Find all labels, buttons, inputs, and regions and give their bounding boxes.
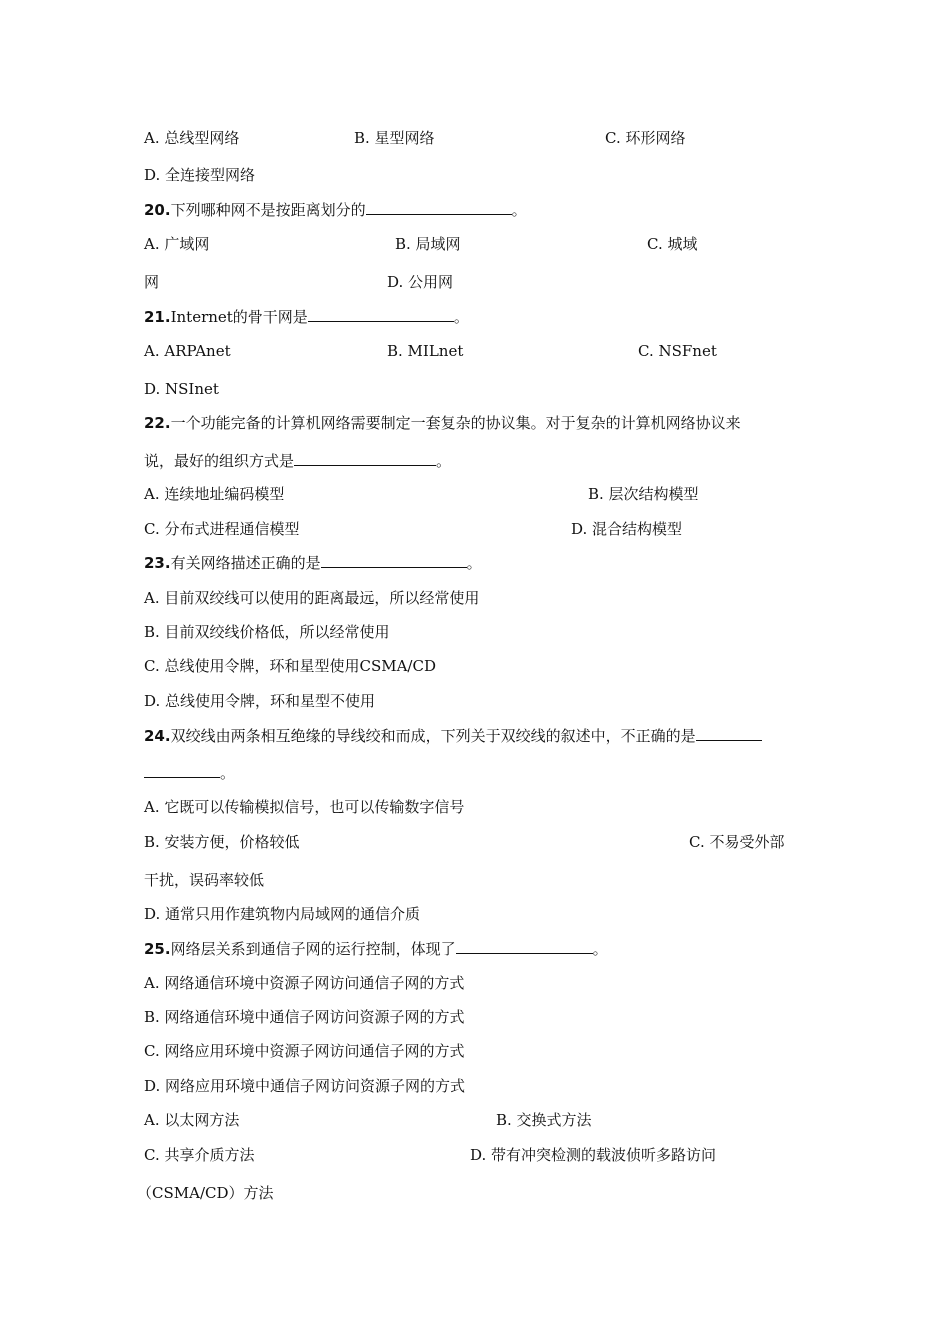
question-text: 网络层关系到通信子网的运行控制，体现了	[170, 940, 456, 958]
q25-stem	[144, 939, 608, 959]
q21-stem	[144, 307, 469, 327]
q19-option-b: B. 星型网络	[354, 129, 435, 147]
question-text: 说，最好的组织方式是	[144, 452, 295, 470]
q26-option-b: B. 交换式方法	[496, 1111, 592, 1129]
q23-option-a: A. 目前双绞线可以使用的距离最远，所以经常使用	[144, 589, 480, 607]
q21-option-d: D. NSInet	[144, 380, 219, 398]
answer-blank	[456, 939, 593, 954]
question-text: Internet的骨干网是	[170, 308, 308, 326]
question-end: 。	[220, 764, 236, 782]
q21-option-a: A. ARPAnet	[144, 342, 231, 360]
question-end: 。	[453, 308, 469, 326]
answer-blank	[294, 451, 436, 466]
question-text: 下列哪种网不是按距离划分的	[170, 201, 366, 219]
q19-option-d: D. 全连接型网络	[144, 166, 256, 184]
question-end: 。	[436, 452, 452, 470]
question-number: 21.	[144, 308, 171, 326]
question-number: 23.	[144, 554, 171, 572]
q20-option-b: B. 局域网	[395, 235, 461, 253]
q23-option-d: D. 总线使用令牌，环和星型不使用	[144, 692, 376, 710]
question-number: 25.	[144, 940, 171, 958]
answer-blank	[366, 200, 512, 215]
q24-option-c: C. 不易受外部	[689, 833, 785, 851]
answer-blank	[696, 726, 762, 741]
q25-option-c: C. 网络应用环境中资源子网访问通信子网的方式	[144, 1042, 465, 1060]
question-end: 。	[466, 554, 482, 572]
q22-option-d: D. 混合结构模型	[571, 520, 683, 538]
q20-stem	[144, 200, 527, 220]
q19-option-a: A. 总线型网络	[144, 129, 240, 147]
q25-option-d: D. 网络应用环境中通信子网访问资源子网的方式	[144, 1077, 466, 1095]
question-end: 。	[511, 201, 527, 219]
q20-option-d: D. 公用网	[387, 273, 454, 291]
q26-option-d-cont: （CSMA/CD）方法	[137, 1184, 274, 1202]
question-number: 24.	[144, 727, 171, 745]
question-text: 双绞线由两条相互绝缘的导线绞和而成，下列关于双绞线的叙述中，不正确的是	[170, 727, 696, 745]
q23-option-c: C. 总线使用令牌，环和星型使用CSMA/CD	[144, 657, 436, 675]
q26-option-a: A. 以太网方法	[144, 1111, 240, 1129]
q24-option-d: D. 通常只用作建筑物内局域网的通信介质	[144, 905, 421, 923]
q24-option-c-cont: 干扰，误码率较低	[144, 871, 265, 889]
q22-option-a: A. 连续地址编码模型	[144, 485, 285, 503]
q20-option-c: C. 城域	[647, 235, 698, 253]
q24-stem	[144, 726, 762, 746]
q26-option-c: C. 共享介质方法	[144, 1146, 255, 1164]
question-number: 22.	[144, 414, 171, 432]
q26-option-d: D. 带有冲突检测的载波侦听多路访问	[470, 1146, 717, 1164]
q21-option-b: B. MILnet	[387, 342, 464, 360]
q22-stem-line-2	[144, 451, 451, 471]
q21-option-c: C. NSFnet	[638, 342, 717, 360]
q25-option-a: A. 网络通信环境中资源子网访问通信子网的方式	[144, 974, 465, 992]
answer-blank	[308, 307, 454, 322]
question-number: 20.	[144, 201, 171, 219]
q20-option-a: A. 广域网	[144, 235, 210, 253]
answer-blank	[144, 763, 220, 778]
q19-option-c: C. 环形网络	[605, 129, 686, 147]
answer-blank	[321, 553, 467, 568]
q22-stem-line-1	[144, 413, 741, 433]
q23-stem	[144, 553, 482, 573]
q24-option-b: B. 安装方便，价格较低	[144, 833, 300, 851]
q24-stem-cont	[144, 763, 235, 783]
q25-option-b: B. 网络通信环境中通信子网访问资源子网的方式	[144, 1008, 465, 1026]
question-end: 。	[592, 940, 608, 958]
q24-option-a: A. 它既可以传输模拟信号，也可以传输数字信号	[144, 798, 465, 816]
q20-option-c-cont: 网	[144, 273, 160, 291]
q23-option-b: B. 目前双绞线价格低，所以经常使用	[144, 623, 390, 641]
q22-option-c: C. 分布式进程通信模型	[144, 520, 300, 538]
question-text: 一个功能完备的计算机网络需要制定一套复杂的协议集。对于复杂的计算机网络协议来	[170, 414, 741, 432]
question-text: 有关网络描述正确的是	[170, 554, 321, 572]
q22-option-b: B. 层次结构模型	[588, 485, 699, 503]
